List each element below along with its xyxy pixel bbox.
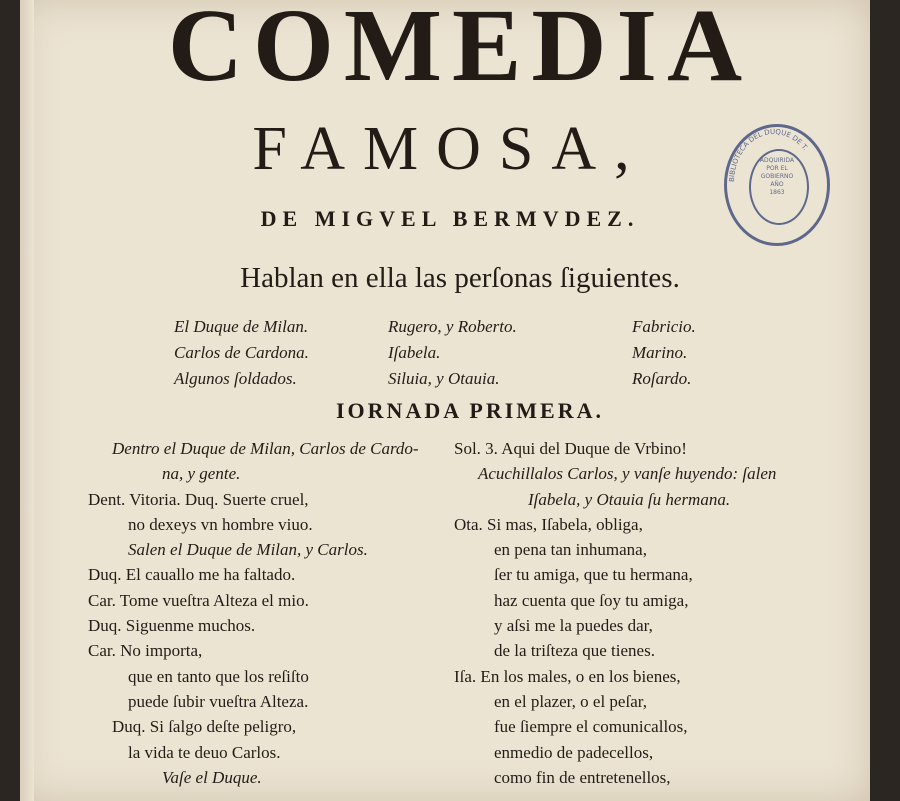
stage-direction: Acuchillalos Carlos, y vanſe huyendo: ſalen: [478, 464, 777, 484]
svg-text:BIBLIOTECA DEL DUQUE DE T.: [728, 128, 809, 182]
verse-line: que en tanto que los reſiſto: [128, 666, 309, 686]
cast-column-1: [174, 314, 309, 392]
stage-direction: Dentro el Duque de Milan, Carlos de Cardo-: [112, 439, 419, 458]
cast-entry: Algunos ſoldados.: [174, 369, 297, 388]
cast-entry: Roſardo.: [632, 369, 692, 388]
verse-line: Iſa. En los males, o en los bienes,: [454, 666, 681, 686]
verse-line: Ota. Si mas, Iſabela, obliga,: [454, 514, 643, 534]
stage-direction: na, y gente.: [162, 464, 241, 484]
verse-line: ſer tu amiga, que tu hermana,: [494, 565, 693, 585]
speakers-heading: Hablan en ella las perſonas ſiguientes.: [240, 262, 680, 294]
verse-line: fue ſiempre el comunicallos,: [494, 717, 688, 737]
verse-line: como fin de entretenellos,: [494, 767, 671, 787]
verse-line: en pena tan inhumana,: [494, 540, 647, 560]
stamp-line: POR EL: [766, 165, 788, 172]
subtitle: FAMOSA,: [252, 115, 648, 183]
cast-column-2: [388, 314, 517, 392]
verse-line: Dent. Vitoria. Duq. Suerte cruel,: [88, 489, 309, 509]
cast-entry: El Duque de Milan.: [174, 317, 309, 336]
stamp-ring-text: [724, 124, 824, 240]
cast-entry: Carlos de Cardona.: [174, 343, 309, 362]
library-stamp: [724, 124, 830, 246]
verse-line: Sol. 3. Aqui del Duque de Vrbino!: [454, 439, 687, 458]
verse-line: de la triſteza que tienes.: [494, 641, 655, 661]
cast-entry: Marino.: [632, 343, 688, 362]
verse-line: Car. No importa,: [88, 641, 203, 661]
verse-line: en el plazer, o el peſar,: [494, 691, 647, 711]
book-page: [20, 0, 870, 801]
stage-direction: Salen el Duque de Milan, y Carlos.: [128, 540, 368, 560]
title: COMEDIA: [167, 0, 753, 103]
act-title: IORNADA PRIMERA.: [336, 398, 604, 423]
verse-line: haz cuenta que ſoy tu amiga,: [494, 590, 689, 610]
cast-entry: Fabricio.: [632, 317, 696, 336]
right-text-column: [454, 436, 834, 790]
verse-line: Car. Tome vueſtra Alteza el mio.: [88, 590, 309, 610]
verse-line: puede ſubir vueſtra Alteza.: [128, 691, 309, 711]
stage-direction: Vaſe el Duque.: [162, 767, 262, 787]
verse-line: enmedio de padecellos,: [494, 742, 654, 762]
stamp-line: ADQUIRIDA: [759, 157, 795, 164]
stamp-line: AÑO: [770, 181, 784, 188]
stage-direction: Iſabela, y Otauia ſu hermana.: [528, 489, 731, 509]
cast-entry: Iſabela.: [388, 343, 441, 362]
verse-line: y aſsi me la puedes dar,: [494, 616, 653, 636]
stamp-line: GOBIERNO: [760, 173, 794, 180]
stamp-ring-label: BIBLIOTECA DEL DUQUE DE T.: [727, 127, 810, 183]
verse-line: la vida te deuo Carlos.: [128, 742, 281, 762]
verse-line: no dexeys vn hombre viuo.: [128, 514, 313, 534]
cast-entry: Siluia, y Otauia.: [388, 369, 500, 388]
cast-entry: Rugero, y Roberto.: [388, 317, 517, 336]
left-text-column: [88, 436, 468, 790]
verse-line: Duq. Siguenme muchos.: [88, 616, 256, 636]
verse-line: Duq. El cauallo me ha faltado.: [88, 565, 296, 585]
stamp-line: 1863: [769, 189, 785, 196]
author: DE MIGVEL BERMVDEZ.: [260, 206, 640, 231]
cast-column-3: [632, 314, 696, 392]
verse-line: Duq. Si ſalgo deſte peligro,: [112, 717, 297, 737]
